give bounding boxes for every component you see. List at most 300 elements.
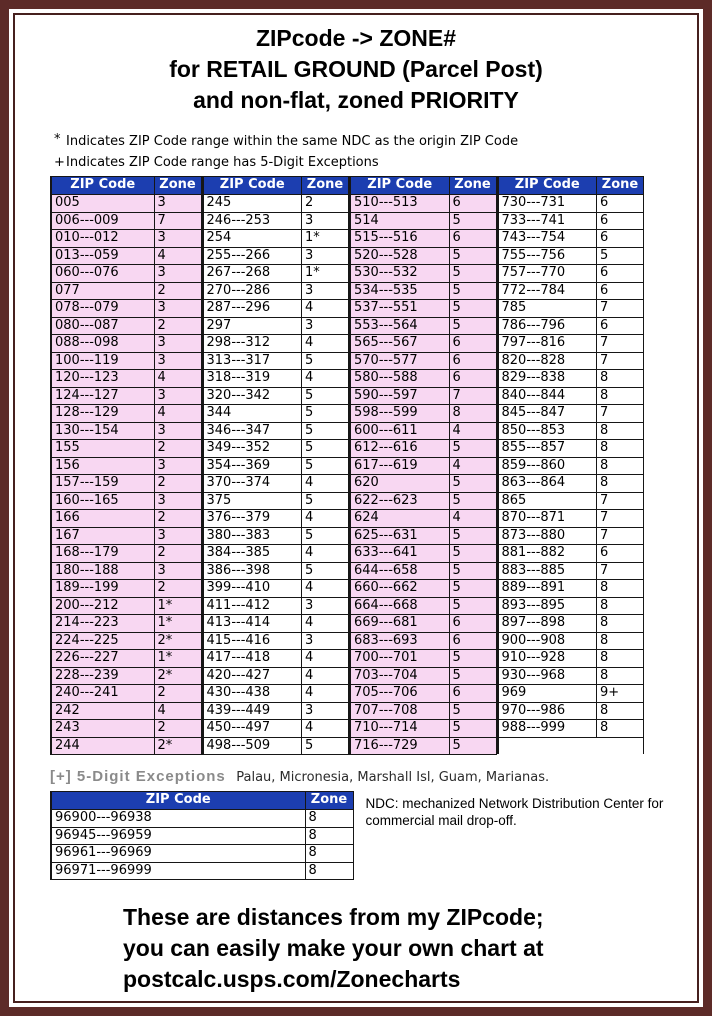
zone-cell: 3	[302, 282, 349, 300]
footer-line-2: you can easily make your own chart at	[123, 935, 544, 961]
zone-cell: 1*	[154, 597, 201, 615]
zip-cell: 386---398	[203, 562, 302, 580]
table-row	[203, 545, 349, 563]
zone-cell: 2	[154, 580, 201, 598]
table-row	[498, 422, 644, 440]
zone-cell: 6	[449, 335, 496, 353]
zone-cell: 9+	[597, 685, 644, 703]
table-row	[498, 720, 644, 738]
zip-cell: 859---860	[498, 457, 597, 475]
zone-cell: 7	[597, 527, 644, 545]
zip-cell: 845---847	[498, 405, 597, 423]
zone-cell: 4	[449, 457, 496, 475]
zone-cell: 3	[302, 702, 349, 720]
zip-cell: 270---286	[203, 282, 302, 300]
zone-cell: 4	[302, 667, 349, 685]
table-row	[350, 370, 496, 388]
table-row	[203, 580, 349, 598]
zone-cell: 1*	[302, 265, 349, 283]
table-row	[498, 685, 644, 703]
zone-cell: 5	[449, 300, 496, 318]
table-row	[203, 317, 349, 335]
table-row	[350, 720, 496, 738]
table-row	[350, 247, 496, 265]
table-row	[498, 492, 644, 510]
zip-cell: 439---449	[203, 702, 302, 720]
zip-cell: 870---871	[498, 510, 597, 528]
zip-cell: 160---165	[51, 492, 154, 510]
table-row	[51, 440, 201, 458]
table-row	[350, 230, 496, 248]
zone-cell: 6	[449, 685, 496, 703]
zip-cell: 380---383	[203, 527, 302, 545]
zone-table-pair-1	[50, 176, 202, 755]
zone-cell: 5	[449, 720, 496, 738]
zone-cell: 5	[449, 440, 496, 458]
table-row	[498, 212, 644, 230]
table-row	[498, 615, 644, 633]
table-row	[51, 702, 201, 720]
zip-cell: 703---704	[350, 667, 449, 685]
zone-cell: 8	[305, 827, 353, 845]
zone-cell: 5	[449, 580, 496, 598]
table-row	[51, 562, 201, 580]
zone-cell: 6	[449, 352, 496, 370]
exceptions-section	[50, 791, 697, 880]
table-row	[350, 352, 496, 370]
zip-cell: 189---199	[51, 580, 154, 598]
zip-cell: 013---059	[51, 247, 154, 265]
footnote-plus-text: Indicates ZIP Code range has 5-Digit Exceptions	[66, 155, 379, 170]
zone-cell: 7	[597, 562, 644, 580]
zone-cell: 5	[302, 492, 349, 510]
table-row	[203, 265, 349, 283]
zone-cell: 4	[302, 475, 349, 493]
zip-cell: 510---513	[350, 195, 449, 213]
zone-cell: 6	[597, 230, 644, 248]
table-row	[203, 615, 349, 633]
table-row	[350, 387, 496, 405]
zip-cell: 855---857	[498, 440, 597, 458]
zip-cell: 970---986	[498, 702, 597, 720]
zip-cell: 865	[498, 492, 597, 510]
zone-cell: 4	[154, 247, 201, 265]
table-row	[350, 702, 496, 720]
table-row	[203, 230, 349, 248]
table-row	[350, 335, 496, 353]
zone-cell: 5	[449, 597, 496, 615]
table-row	[350, 685, 496, 703]
zone-cell: 4	[302, 685, 349, 703]
title-line-2: for RETAIL GROUND (Parcel Post)	[169, 56, 543, 82]
zip-cell: 214---223	[51, 615, 154, 633]
zip-cell: 130---154	[51, 422, 154, 440]
table-row	[350, 580, 496, 598]
footnote-asterisk-text: Indicates ZIP Code range within the same NDC as the origin ZIP Code	[66, 134, 519, 149]
zone-cell: 8	[597, 650, 644, 668]
table-row	[203, 300, 349, 318]
zone-cell: 3	[154, 195, 201, 213]
zone-cell: 2	[302, 195, 349, 213]
zone-cell: 7	[154, 212, 201, 230]
footnote-asterisk	[54, 129, 697, 152]
zone-cell: 5	[449, 282, 496, 300]
zone-cell: 6	[597, 545, 644, 563]
zone-cell: 6	[449, 195, 496, 213]
zip-cell: 730---731	[498, 195, 597, 213]
table-row	[203, 370, 349, 388]
zone-cell: 5	[597, 247, 644, 265]
zone-cell: 2	[154, 685, 201, 703]
table-row	[51, 422, 201, 440]
zip-cell: 553---564	[350, 317, 449, 335]
zip-cell: 705---706	[350, 685, 449, 703]
table-row	[350, 510, 496, 528]
zip-code-header: ZIP Code	[51, 792, 305, 810]
zip-cell: 060---076	[51, 265, 154, 283]
zone-table-pair-3	[349, 176, 497, 755]
zone-cell: 6	[449, 615, 496, 633]
zip-cell: 624	[350, 510, 449, 528]
table-row	[203, 195, 349, 213]
table-row	[498, 737, 644, 754]
table-row	[203, 510, 349, 528]
zip-cell: 786---796	[498, 317, 597, 335]
zone-cell: 5	[449, 527, 496, 545]
zone-cell: 6	[597, 212, 644, 230]
zone-cell: 6	[597, 317, 644, 335]
zone-cell: 1*	[302, 230, 349, 248]
table-row	[350, 300, 496, 318]
table-row	[498, 300, 644, 318]
zip-cell: 088---098	[51, 335, 154, 353]
zone-cell: 6	[597, 195, 644, 213]
zip-cell: 226---227	[51, 650, 154, 668]
zip-cell: 155	[51, 440, 154, 458]
zone-cell: 5	[302, 405, 349, 423]
zip-cell: 228---239	[51, 667, 154, 685]
zone-cell: 5	[302, 422, 349, 440]
table-row	[498, 667, 644, 685]
zip-cell: 883---885	[498, 562, 597, 580]
exceptions-places: Palau, Micronesia, Marshall Isl, Guam, Marianas.	[236, 770, 550, 785]
zip-cell: 537---551	[350, 300, 449, 318]
zone-cell: 5	[302, 527, 349, 545]
page-frame	[13, 13, 699, 1003]
zone-cell: 1*	[154, 650, 201, 668]
zip-cell: 168---179	[51, 545, 154, 563]
table-row	[51, 632, 201, 650]
zone-cell: 5	[302, 352, 349, 370]
zip-cell: 411---412	[203, 597, 302, 615]
zip-cell: 969	[498, 685, 597, 703]
zone-cell: 7	[449, 387, 496, 405]
table-row	[498, 230, 644, 248]
zip-cell: 080---087	[51, 317, 154, 335]
zone-cell: 2*	[154, 632, 201, 650]
zip-cell: 243	[51, 720, 154, 738]
zip-cell: 633---641	[350, 545, 449, 563]
zip-cell: 417---418	[203, 650, 302, 668]
zone-cell: 7	[597, 405, 644, 423]
table-row	[350, 282, 496, 300]
zone-cell: 5	[302, 440, 349, 458]
zone-cell: 5	[449, 667, 496, 685]
zip-cell: 617---619	[350, 457, 449, 475]
table-row	[498, 457, 644, 475]
zone-cell: 4	[302, 370, 349, 388]
zip-cell: 772---784	[498, 282, 597, 300]
zip-cell: 246---253	[203, 212, 302, 230]
table-row	[350, 422, 496, 440]
zip-cell: 710---714	[350, 720, 449, 738]
zip-cell: 622---623	[350, 492, 449, 510]
table-row	[350, 562, 496, 580]
table-row	[51, 265, 201, 283]
table-row	[498, 475, 644, 493]
plus-symbol: +	[54, 155, 65, 170]
table-row	[203, 405, 349, 423]
table-row	[498, 247, 644, 265]
zone-cell: 5	[449, 492, 496, 510]
zip-cell: 156	[51, 457, 154, 475]
zip-cell: 100---119	[51, 352, 154, 370]
zone-cell: 5	[302, 562, 349, 580]
zone-table	[50, 176, 697, 755]
zip-cell: 743---754	[498, 230, 597, 248]
zip-cell: 515---516	[350, 230, 449, 248]
table-row	[51, 545, 201, 563]
zip-cell: 620	[350, 475, 449, 493]
table-row	[498, 702, 644, 720]
zone-cell: 3	[154, 352, 201, 370]
table-row	[203, 440, 349, 458]
zone-cell: 7	[597, 300, 644, 318]
zone-cell: 8	[305, 862, 353, 880]
table-row	[51, 387, 201, 405]
zone-cell: 2*	[154, 737, 201, 755]
zip-cell: 298---312	[203, 335, 302, 353]
zip-cell: 988---999	[498, 720, 597, 738]
table-row	[51, 212, 201, 230]
zip-cell: 893---895	[498, 597, 597, 615]
zip-cell: 320---342	[203, 387, 302, 405]
zip-cell: 354---369	[203, 457, 302, 475]
zone-cell: 3	[302, 247, 349, 265]
table-row	[51, 195, 201, 213]
table-row	[203, 335, 349, 353]
table-row	[498, 562, 644, 580]
table-row	[203, 685, 349, 703]
zip-cell: 570---577	[350, 352, 449, 370]
zip-cell: 415---416	[203, 632, 302, 650]
zone-cell: 6	[449, 632, 496, 650]
zip-code-header: ZIP Code	[203, 177, 302, 195]
table-row	[203, 650, 349, 668]
zip-cell: 244	[51, 737, 154, 755]
table-row	[51, 352, 201, 370]
table-row	[51, 720, 201, 738]
zip-cell: 707---708	[350, 702, 449, 720]
table-row	[51, 282, 201, 300]
zip-cell: 785	[498, 300, 597, 318]
zone-cell: 8	[597, 457, 644, 475]
zone-cell: 5	[449, 545, 496, 563]
exceptions-label: [+] 5-Digit Exceptions	[50, 768, 226, 785]
table-row	[51, 230, 201, 248]
zone-cell: 8	[305, 810, 353, 828]
zip-cell: 863---864	[498, 475, 597, 493]
zip-cell: 399---410	[203, 580, 302, 598]
table-row	[350, 475, 496, 493]
zone-cell: 8	[597, 615, 644, 633]
zip-cell: 430---438	[203, 685, 302, 703]
table-row	[498, 440, 644, 458]
zip-cell: 245	[203, 195, 302, 213]
zone-cell: 2*	[154, 667, 201, 685]
footer-line-1: These are distances from my ZIPcode;	[123, 904, 544, 930]
zip-cell: 96945---96959	[51, 827, 305, 845]
zip-cell: 829---838	[498, 370, 597, 388]
zone-cell: 8	[449, 405, 496, 423]
zone-cell: 4	[302, 335, 349, 353]
table-row	[51, 580, 201, 598]
zip-code-header: ZIP Code	[350, 177, 449, 195]
zone-cell: 2	[154, 510, 201, 528]
table-row	[498, 282, 644, 300]
table-row	[51, 810, 353, 828]
zip-cell: 344	[203, 405, 302, 423]
zip-cell: 313---317	[203, 352, 302, 370]
table-row	[350, 212, 496, 230]
zip-cell: 514	[350, 212, 449, 230]
table-row	[203, 737, 349, 755]
table-row	[350, 650, 496, 668]
zip-cell: 565---567	[350, 335, 449, 353]
zone-cell: 5	[449, 702, 496, 720]
table-row	[51, 862, 353, 880]
table-row	[203, 702, 349, 720]
zone-table-pair-2	[202, 176, 350, 755]
footer-note	[123, 902, 697, 995]
table-row	[350, 737, 496, 755]
zip-cell	[498, 737, 597, 754]
table-row	[203, 282, 349, 300]
table-row	[350, 632, 496, 650]
zone-cell: 3	[154, 300, 201, 318]
zip-cell: 590---597	[350, 387, 449, 405]
zone-cell: 4	[154, 370, 201, 388]
table-row	[51, 475, 201, 493]
zip-cell: 078---079	[51, 300, 154, 318]
zone-cell: 6	[449, 370, 496, 388]
table-row	[498, 632, 644, 650]
zip-cell: 255---266	[203, 247, 302, 265]
zip-cell: 850---853	[498, 422, 597, 440]
zip-cell: 318---319	[203, 370, 302, 388]
zip-cell: 840---844	[498, 387, 597, 405]
zone-cell: 5	[449, 317, 496, 335]
zone-cell: 4	[449, 422, 496, 440]
zone-cell: 2	[154, 545, 201, 563]
zip-cell: 287---296	[203, 300, 302, 318]
table-row	[350, 545, 496, 563]
zip-cell: 166	[51, 510, 154, 528]
zip-cell: 598---599	[350, 405, 449, 423]
zone-cell: 4	[302, 580, 349, 598]
zip-cell: 881---882	[498, 545, 597, 563]
table-row	[203, 492, 349, 510]
table-row	[350, 615, 496, 633]
zip-cell: 450---497	[203, 720, 302, 738]
zip-cell: 530---532	[350, 265, 449, 283]
title-line-1: ZIPcode -> ZONE#	[255, 25, 456, 51]
table-row	[51, 335, 201, 353]
table-row	[498, 370, 644, 388]
zip-cell: 124---127	[51, 387, 154, 405]
table-row	[51, 300, 201, 318]
zone-cell: 7	[597, 492, 644, 510]
table-row	[350, 492, 496, 510]
zip-cell: 534---535	[350, 282, 449, 300]
zip-cell: 167	[51, 527, 154, 545]
zone-cell: 4	[302, 300, 349, 318]
zone-cell: 7	[597, 335, 644, 353]
zip-cell: 660---662	[350, 580, 449, 598]
table-row	[350, 405, 496, 423]
table-row	[498, 317, 644, 335]
zone-cell: 7	[597, 510, 644, 528]
zone-cell: 8	[597, 632, 644, 650]
zone-cell: 6	[449, 230, 496, 248]
zip-cell: 242	[51, 702, 154, 720]
zip-cell: 625---631	[350, 527, 449, 545]
zip-cell: 669---681	[350, 615, 449, 633]
zip-cell: 733---741	[498, 212, 597, 230]
table-row	[498, 195, 644, 213]
zip-cell: 96971---96999	[51, 862, 305, 880]
zone-cell: 3	[154, 387, 201, 405]
exceptions-heading	[50, 768, 697, 786]
zone-cell: 2	[154, 440, 201, 458]
zone-cell: 5	[302, 737, 349, 755]
zone-cell: 4	[302, 545, 349, 563]
zone-cell: 5	[302, 457, 349, 475]
zone-cell	[597, 737, 644, 754]
zone-header: Zone	[305, 792, 353, 810]
zone-cell: 8	[597, 580, 644, 598]
zone-cell: 2	[154, 475, 201, 493]
table-row	[203, 422, 349, 440]
zip-code-header: ZIP Code	[498, 177, 597, 195]
zip-cell: 120---123	[51, 370, 154, 388]
title-line-3: and non-flat, zoned PRIORITY	[193, 87, 519, 113]
table-row	[350, 597, 496, 615]
zip-cell: 757---770	[498, 265, 597, 283]
zip-cell: 580---588	[350, 370, 449, 388]
zip-cell: 600---611	[350, 422, 449, 440]
zone-cell: 3	[302, 212, 349, 230]
table-row	[51, 667, 201, 685]
zip-cell: 755---756	[498, 247, 597, 265]
zone-cell: 3	[154, 562, 201, 580]
zone-cell: 5	[449, 247, 496, 265]
footnotes	[54, 129, 697, 173]
zip-cell: 200---212	[51, 597, 154, 615]
table-row	[350, 195, 496, 213]
zip-cell: 346---347	[203, 422, 302, 440]
table-row	[203, 212, 349, 230]
